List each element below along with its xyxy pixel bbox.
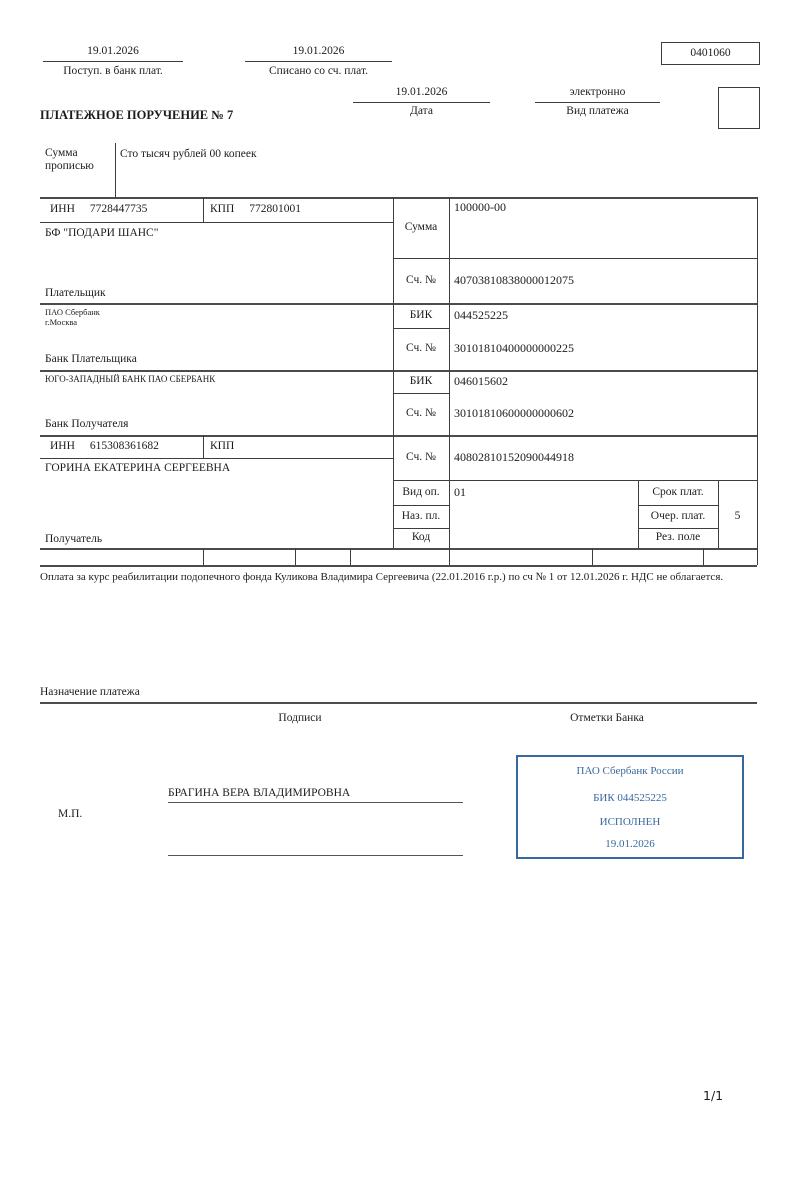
table-border: [40, 222, 393, 223]
reserve-field-value: [718, 528, 757, 548]
recipient-inn-value: 615308361682: [89, 440, 159, 452]
bank-stamp: [516, 755, 744, 859]
signatures-label: Подписи: [278, 712, 322, 724]
reserve-field-label: Рез. поле: [655, 531, 701, 544]
recipient-kpp: [210, 440, 249, 453]
doc-date-value: 19.01.2026: [395, 86, 448, 98]
op-kind-value: 01: [454, 484, 466, 499]
table-border: [350, 548, 351, 565]
empty-mark-box: [718, 87, 760, 129]
payer-bank-account-label: Сч. №: [405, 342, 437, 355]
received-date-label: Поступ. в банк плат.: [63, 65, 163, 77]
recipient-label: Получатель: [45, 533, 103, 545]
page-title: ПЛАТЕЖНОЕ ПОРУЧЕНИЕ № 7: [40, 108, 234, 122]
payer-bank-label: Банк Плательщика: [45, 353, 137, 365]
stamp-status: ИСПОЛНЕН: [599, 816, 661, 828]
recipient-bank-bik-label: БИК: [409, 374, 433, 387]
divider: [353, 102, 490, 103]
priority-label: Очер. плат.: [650, 509, 706, 522]
table-border: [203, 435, 204, 458]
payer-kpp-value: 772801001: [249, 203, 302, 215]
recipient-inn: [50, 440, 159, 453]
recipient-bank-account-label: Сч. №: [405, 407, 437, 420]
payer-bank-account-value: 30101810400000000225: [454, 341, 574, 356]
payer-inn-value: 7728447735: [89, 203, 148, 215]
payer-kpp-label: КПП: [210, 203, 235, 215]
amount-words-value: Сто тысяч рублей 00 копеек: [120, 148, 257, 160]
signer-name: БРАГИНА ВЕРА ВЛАДИМИРОВНА: [168, 787, 351, 799]
table-border: [295, 548, 296, 565]
payer-inn: [50, 203, 147, 216]
priority-value: 5: [734, 509, 741, 522]
recipient-bank-name: ЮГО-ЗАПАДНЫЙ БАНК ПАО СБЕРБАНК: [45, 374, 216, 384]
bank-marks-label: Отметки Банка: [570, 712, 644, 724]
payment-purpose-text: Оплата за курс реабилитации подопечного фонда Куликова Владимира Сергеевича (22.01.2016 г.р.) по сч № 1 от 12.01.2026 г. НДС не облагается.: [40, 571, 724, 583]
recipient-kpp-label: КПП: [210, 440, 235, 452]
payer-account-label: Сч. №: [405, 273, 437, 286]
recipient-bank-label: Банк Получателя: [45, 418, 129, 430]
payer-label: Плательщик: [45, 287, 106, 299]
stamp-bik: БИК 044525225: [593, 792, 667, 804]
payer-bank-name: ПАО Сбербанк: [45, 307, 100, 317]
payer-bank-city: г.Москва: [45, 317, 78, 327]
recipient-name: ГОРИНА ЕКАТЕРИНА СЕРГЕЕВНА: [45, 462, 231, 474]
payment-kind-value: электронно: [569, 86, 626, 98]
payer-inn-label: ИНН: [50, 203, 75, 215]
table-border: [703, 548, 704, 565]
table-border: [203, 197, 204, 222]
sum-label: Сумма: [404, 220, 438, 233]
op-kind-label: Вид оп.: [402, 485, 440, 498]
recipient-account-label: Сч. №: [405, 450, 437, 463]
divider: [535, 102, 660, 103]
doc-date-label: Дата: [410, 105, 433, 117]
table-border: [40, 548, 757, 550]
debited-date-value: 19.01.2026: [292, 45, 345, 57]
stamp-date: 19.01.2026: [605, 838, 655, 850]
payment-kind-label: Вид платежа: [566, 105, 629, 117]
sum-value: 100000-00: [454, 200, 506, 214]
table-border: [40, 565, 757, 567]
debited-date-label: Списано со сч. плат.: [269, 65, 368, 77]
table-border: [592, 548, 593, 565]
recipient-bank-bik-value: 046015602: [454, 373, 508, 388]
payment-purpose-label: Назначение платежа: [40, 686, 140, 698]
divider: [115, 143, 116, 197]
stamp-bank-name: ПАО Сбербанк России: [576, 765, 684, 777]
amount-words-label: Сумма прописью: [45, 147, 94, 173]
pay-purpose-code-label: Наз. пл.: [401, 509, 441, 522]
payer-kpp: [210, 203, 301, 216]
table-border: [203, 548, 204, 565]
divider: [245, 61, 392, 62]
stamp-place-label: М.П.: [58, 808, 83, 820]
page-number: 1/1: [703, 1088, 724, 1103]
payer-bank-bik-value: 044525225: [454, 307, 508, 322]
divider: [43, 61, 183, 62]
pay-term-label: Срок плат.: [652, 485, 704, 498]
payer-bank-bik-label: БИК: [409, 308, 433, 321]
payer-account-value: 40703810838000012075: [454, 272, 574, 287]
form-code-box: 0401060: [661, 42, 760, 65]
received-date-value: 19.01.2026: [87, 45, 139, 57]
pay-term-value: [718, 480, 757, 505]
payer-name: БФ "ПОДАРИ ШАНС": [45, 227, 159, 239]
code-label: Код: [411, 531, 431, 544]
recipient-inn-label: ИНН: [50, 440, 75, 452]
signature-line: [168, 802, 463, 803]
table-border: [757, 197, 758, 565]
signature-line: [168, 855, 463, 856]
divider: [40, 702, 757, 704]
table-border: [449, 197, 450, 565]
recipient-account-value: 40802810152090044918: [454, 449, 574, 464]
table-border: [40, 458, 393, 459]
recipient-bank-account-value: 30101810600000000602: [454, 406, 574, 421]
